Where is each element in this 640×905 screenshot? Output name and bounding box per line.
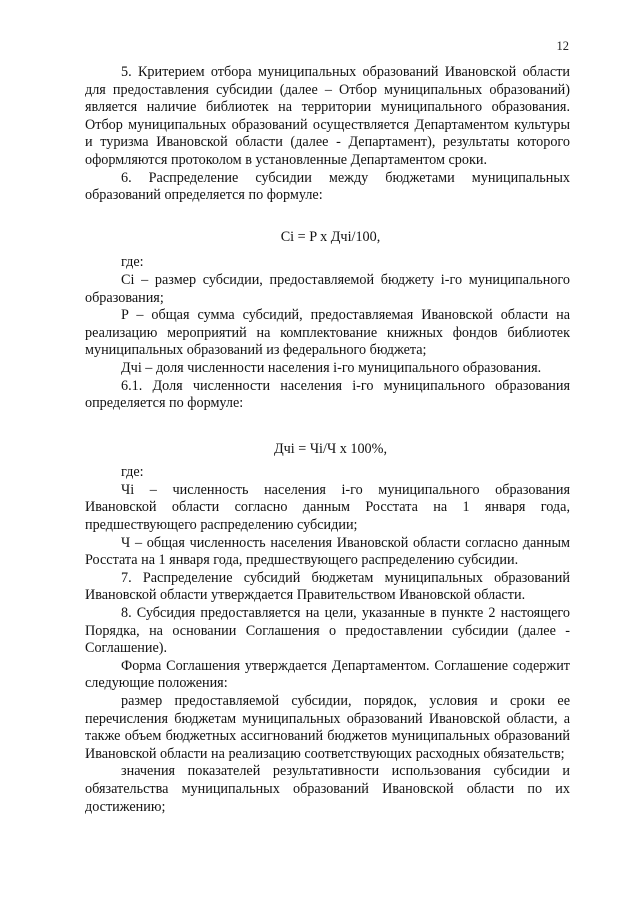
paragraph-6-1: 6.1. Доля численности населения i-го муниципального образования определяется по формуле: [85,377,570,412]
definition-ci: Ci – размер субсидии, предоставляемой бюджету i-го муниципального образования; [85,271,570,306]
agreement-item-amount: размер предоставляемой субсидии, порядок, условия и сроки ее перечисления бюджетам муниципальных образований Ивановской области, а также объем бюджетных ассигнований бюджетов муниципальных образований Ивановской области на реализацию соответствующих расходных обязательств; [85,693,570,762]
agreement-item-indicators: значения показателей результативности использования субсидии и обязательства муниципальных образований Ивановской области по их достижению; [85,763,570,815]
formula-population-share: Дчi = Чi/Ч x 100%, [273,440,387,457]
paragraph-5: 5. Критерием отбора муниципальных образований Ивановской области для предоставления субсидии (далее – Отбор муниципальных образований) является наличие библиотек на территории муниципального образования. Отбор муниципальных образований осуществляется Департаментом культуры и туризма Ивановской области (далее - Департамент), результаты которого оформляются протоколом в установленные Департаментом сроки. [85,64,570,168]
where-label-2: где: [121,464,144,481]
definition-p: P – общая сумма субсидий, предоставляемая Ивановской области на реализацию мероприятий на комплектование книжных фондов библиотек муниципальных образований из федерального бюджета; [85,307,570,359]
paragraph-agreement-form: Форма Соглашения утверждается Департаментом. Соглашение содержит следующие положения: [85,657,570,692]
page-number: 12 [556,39,569,53]
definition-ch: Ч – общая численность населения Ивановской области согласно данным Росстата на 1 января года, предшествующего распределению субсидии. [85,534,570,569]
paragraph-8: 8. Субсидия предоставляется на цели, указанные в пункте 2 настоящего Порядка, на основании Соглашения о предоставлении субсидии (далее - Соглашение). [85,605,570,657]
definition-dchi: Дчi – доля численности населения i-го муниципального образования. [121,359,542,376]
where-label-1: где: [121,254,144,271]
definition-chi: Чi – численность населения i-го муниципального образования Ивановской области согласно данным Росстата на 1 января года, предшествующего распределению субсидии; [85,481,570,534]
formula-subsidy: Ci = P x Дчi/100, [280,228,381,245]
paragraph-7: 7. Распределение субсидий бюджетам муниципальных образований Ивановской области утверждается Правительством Ивановской области. [85,569,570,604]
paragraph-6: 6. Распределение субсидии между бюджетами муниципальных образований определяется по формуле: [85,169,570,204]
